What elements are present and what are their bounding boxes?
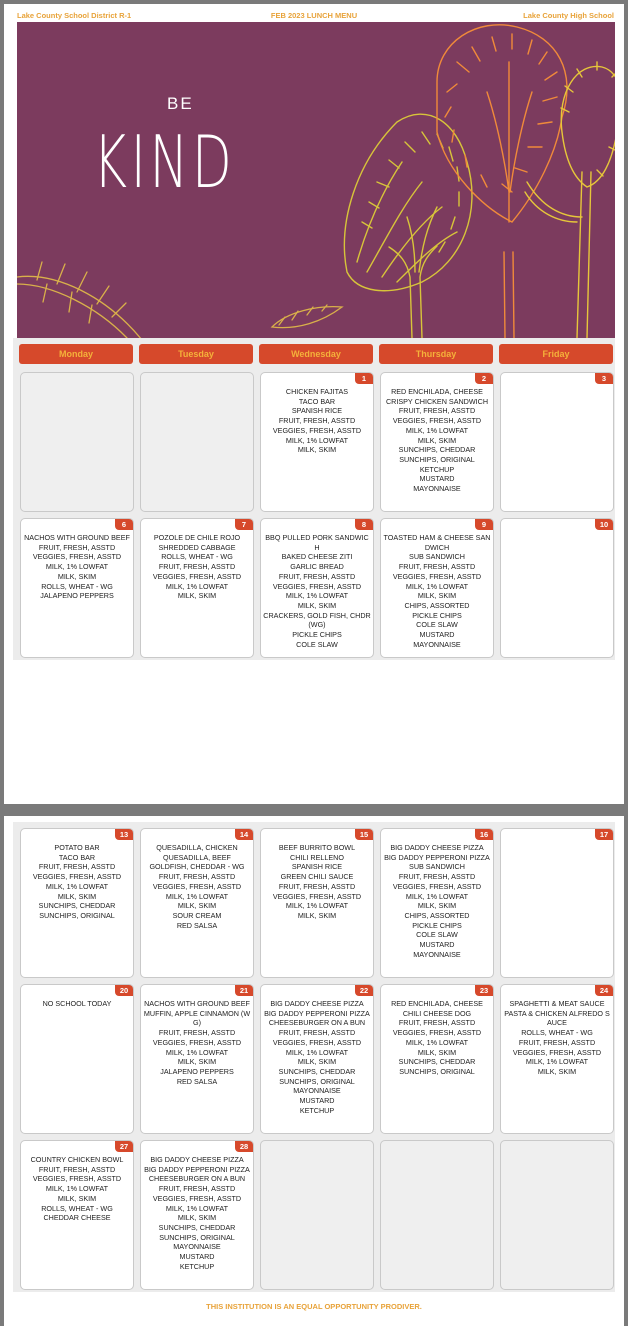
date-number: 23 (475, 985, 493, 996)
menu-item: VEGGIES, FRESH, ASSTD (392, 571, 482, 581)
menu-page-2 (4, 816, 624, 1326)
day-cell (500, 518, 614, 658)
menu-item: ROLLS, WHEAT - WG (521, 1028, 593, 1038)
menu-item: SOUR CREAM (172, 910, 222, 920)
menu-item: SUNCHIPS, CHEDDAR (398, 445, 476, 455)
menu-item-list (381, 999, 493, 1077)
menu-item: MUSTARD (419, 630, 455, 640)
menu-item: FRUIT, FRESH, ASSTD (398, 562, 476, 572)
menu-item: MILK, SKIM (417, 1047, 457, 1057)
day-header-friday: Friday (499, 344, 613, 364)
menu-item: NACHOS WITH GROUND BEEF (144, 999, 250, 1008)
menu-item: MILK, SKIM (417, 901, 457, 911)
menu-item: SPANISH RICE (291, 862, 343, 872)
menu-item: KETCHUP (419, 464, 455, 474)
menu-item: FRUIT, FRESH, ASSTD (278, 1028, 356, 1038)
menu-item: MILK, 1% LOWFAT (285, 435, 349, 445)
menu-item: BAKED CHEESE ZITI (281, 552, 353, 562)
menu-item: MILK, 1% LOWFAT (405, 891, 469, 901)
day-cell (140, 372, 254, 512)
menu-item: MILK, 1% LOWFAT (405, 581, 469, 591)
menu-item: BEEF BURRITO BOWL (278, 843, 356, 852)
tree-yellow (344, 114, 472, 338)
menu-item: CHEDDAR CHEESE (43, 1213, 111, 1223)
menu-item: SUNCHIPS, CHEDDAR (398, 1057, 476, 1067)
menu-item-list (21, 843, 133, 921)
menu-page-1 (4, 4, 624, 804)
menu-item: BIG DADDY CHEESE PIZZA (150, 1155, 244, 1164)
day-cell (140, 518, 254, 658)
menu-item: MUSTARD (299, 1096, 335, 1106)
day-cell (260, 518, 374, 658)
menu-item: KETCHUP (299, 1105, 335, 1115)
menu-item: MILK, 1% LOWFAT (525, 1057, 589, 1067)
date-number: 15 (355, 829, 373, 840)
date-number: 3 (595, 373, 613, 384)
menu-item: MILK, SKIM (297, 1057, 337, 1067)
day-header-thursday: Thursday (379, 344, 493, 364)
date-number: 27 (115, 1141, 133, 1152)
menu-item: PICKLE CHIPS (292, 630, 342, 640)
menu-item: VEGGIES, FRESH, ASSTD (152, 1037, 242, 1047)
date-number: 9 (475, 519, 493, 530)
menu-item: MILK, SKIM (177, 1213, 217, 1223)
menu-item: VEGGIES, FRESH, ASSTD (272, 425, 362, 435)
menu-item-list (381, 843, 493, 959)
menu-item: MILK, 1% LOWFAT (165, 891, 229, 901)
menu-item: VEGGIES, FRESH, ASSTD (272, 581, 362, 591)
day-cell (500, 828, 614, 978)
menu-item: FRUIT, FRESH, ASSTD (38, 1164, 116, 1174)
menu-item: SPAGHETTI & MEAT SAUCE (509, 999, 605, 1008)
menu-item: MAYONNAISE (293, 1086, 341, 1096)
menu-item: COLE SLAW (416, 620, 458, 630)
day-cell (260, 1140, 374, 1290)
menu-item: CHICKEN FAJITAS (285, 387, 349, 396)
menu-item: FRUIT, FRESH, ASSTD (278, 881, 356, 891)
day-cell (500, 372, 614, 512)
menu-item: VEGGIES, FRESH, ASSTD (152, 881, 242, 891)
menu-item-list (381, 387, 493, 494)
day-cell (20, 518, 134, 658)
menu-item: MILK, SKIM (57, 1193, 97, 1203)
menu-item-list (261, 387, 373, 455)
menu-item: TACO BAR (58, 852, 96, 862)
menu-item: SUB SANDWICH (409, 552, 465, 562)
menu-item: SUNCHIPS, ORIGINAL (159, 1232, 235, 1242)
calendar-weeks-3-5 (13, 822, 615, 1292)
day-cell (260, 984, 374, 1134)
school-name: Lake County High School (523, 11, 614, 20)
menu-item: POZOLE DE CHILE ROJO (153, 533, 241, 542)
menu-item: BIG DADDY PEPPERONI PIZZA (264, 1008, 370, 1018)
menu-item-list (21, 1155, 133, 1223)
menu-item: FRUIT, FRESH, ASSTD (398, 872, 476, 882)
menu-item: BIG DADDY CHEESE PIZZA (270, 999, 364, 1008)
day-header-monday: Monday (19, 344, 133, 364)
menu-item: MILK, 1% LOWFAT (285, 901, 349, 911)
menu-item: MILK, SKIM (297, 600, 337, 610)
leaf-left-illustration (17, 262, 342, 338)
menu-item: ROLLS, WHEAT - WG (161, 552, 233, 562)
menu-item: FRUIT, FRESH, ASSTD (38, 542, 116, 552)
menu-item: SUNCHIPS, ORIGINAL (279, 1076, 355, 1086)
menu-item: MILK, SKIM (57, 571, 97, 581)
menu-item: COLE SLAW (416, 930, 458, 940)
date-number: 14 (235, 829, 253, 840)
menu-item: BIG DADDY CHEESE PIZZA (390, 843, 484, 852)
menu-item: VEGGIES, FRESH, ASSTD (152, 571, 242, 581)
menu-item-list (261, 999, 373, 1115)
date-number: 8 (355, 519, 373, 530)
menu-item: VEGGIES, FRESH, ASSTD (272, 891, 362, 901)
date-number: 28 (235, 1141, 253, 1152)
day-cell (380, 518, 494, 658)
menu-item: CHILI RELLENO (290, 852, 344, 862)
menu-item: CHEESEBURGER ON A BUN (268, 1018, 366, 1028)
menu-item: PICKLE CHIPS (412, 610, 462, 620)
day-header-wednesday: Wednesday (259, 344, 373, 364)
day-cell (20, 828, 134, 978)
day-cell (20, 372, 134, 512)
menu-item: MILK, 1% LOWFAT (165, 1203, 229, 1213)
menu-item-list (141, 843, 253, 930)
date-number: 24 (595, 985, 613, 996)
menu-item: PASTA & CHICKEN ALFREDO SAUCE (504, 1008, 610, 1028)
menu-item: SUNCHIPS, ORIGINAL (399, 1066, 475, 1076)
menu-item: BIG DADDY PEPPERONI PIZZA (144, 1164, 250, 1174)
menu-item-list (141, 999, 253, 1086)
banner-big-word: KIND (93, 120, 236, 204)
menu-item: CRISPY CHICKEN SANDWICH (385, 396, 489, 406)
menu-item: VEGGIES, FRESH, ASSTD (272, 1037, 362, 1047)
menu-item: MILK, SKIM (297, 910, 337, 920)
menu-item: MILK, 1% LOWFAT (405, 425, 469, 435)
menu-item: CHIPS, ASSORTED (404, 600, 470, 610)
tree-yellow-right (525, 62, 615, 338)
day-cell (500, 1140, 614, 1290)
menu-item: FRUIT, FRESH, ASSTD (158, 872, 236, 882)
menu-item: QUESADILLA, BEEF (163, 852, 231, 862)
menu-item: NO SCHOOL TODAY (42, 999, 112, 1008)
day-cell (380, 828, 494, 978)
menu-item: CHIPS, ASSORTED (404, 910, 470, 920)
be-kind-banner (17, 22, 615, 338)
menu-item: MILK, SKIM (537, 1066, 577, 1076)
menu-item: SUNCHIPS, CHEDDAR (158, 1222, 236, 1232)
menu-item: SPANISH RICE (291, 406, 343, 416)
menu-item-list (261, 843, 373, 921)
menu-item: MILK, 1% LOWFAT (285, 591, 349, 601)
day-cell (140, 984, 254, 1134)
menu-item: RED ENCHILADA, CHEESE (391, 999, 483, 1008)
menu-item: MUFFIN, APPLE CINNAMON (WG) (143, 1008, 251, 1028)
menu-item-list (141, 1155, 253, 1271)
day-header-tuesday: Tuesday (139, 344, 253, 364)
menu-item: MUSTARD (419, 474, 455, 484)
menu-item: NACHOS WITH GROUND BEEF (24, 533, 130, 542)
menu-item: VEGGIES, FRESH, ASSTD (392, 881, 482, 891)
date-number: 17 (595, 829, 613, 840)
tree-orange (437, 25, 567, 338)
menu-item: SUNCHIPS, CHEDDAR (38, 901, 116, 911)
date-number: 2 (475, 373, 493, 384)
menu-item: MAYONNAISE (413, 639, 461, 649)
menu-item: SUNCHIPS, ORIGINAL (399, 454, 475, 464)
menu-item: VEGGIES, FRESH, ASSTD (512, 1047, 602, 1057)
day-cell (260, 372, 374, 512)
footer-notice: THIS INSTITUTION IS AN EQUAL OPPORTUNITY PRODIVER. (206, 1302, 422, 1311)
menu-item: MILK, 1% LOWFAT (45, 881, 109, 891)
menu-item: SHREDDED CABBAGE (158, 542, 236, 552)
menu-item: VEGGIES, FRESH, ASSTD (32, 1174, 122, 1184)
menu-item: GREEN CHILI SAUCE (280, 872, 354, 882)
menu-title: FEB 2023 LUNCH MENU (270, 11, 358, 20)
menu-item: COUNTRY CHICKEN BOWL (30, 1155, 124, 1164)
menu-item: GARLIC BREAD (290, 562, 344, 572)
menu-item: SUNCHIPS, CHEDDAR (278, 1066, 356, 1076)
menu-item: FRUIT, FRESH, ASSTD (38, 862, 116, 872)
day-cell (380, 984, 494, 1134)
menu-item: MILK, SKIM (297, 445, 337, 455)
date-number: 20 (115, 985, 133, 996)
menu-item: MILK, 1% LOWFAT (45, 1184, 109, 1194)
menu-item: MILK, 1% LOWFAT (45, 562, 109, 572)
menu-item: CHEESEBURGER ON A BUN (148, 1174, 246, 1184)
menu-item: KETCHUP (179, 1261, 215, 1271)
menu-item: FRUIT, FRESH, ASSTD (518, 1037, 596, 1047)
menu-item: RED SALSA (176, 1076, 218, 1086)
day-cell (380, 1140, 494, 1290)
menu-item: VEGGIES, FRESH, ASSTD (392, 1028, 482, 1038)
menu-item: MUSTARD (419, 940, 455, 950)
date-number: 16 (475, 829, 493, 840)
menu-item: MILK, SKIM (57, 891, 97, 901)
date-number: 6 (115, 519, 133, 530)
menu-item: MAYONNAISE (173, 1242, 221, 1252)
menu-item: VEGGIES, FRESH, ASSTD (32, 872, 122, 882)
menu-item: MAYONNAISE (413, 949, 461, 959)
menu-item: GOLDFISH, CHEDDAR - WG (149, 862, 245, 872)
menu-item: MILK, 1% LOWFAT (285, 1047, 349, 1057)
menu-item: ROLLS, WHEAT - WG (41, 581, 113, 591)
menu-item: BIG DADDY PEPPERONI PIZZA (384, 852, 490, 862)
menu-item: MILK, 1% LOWFAT (405, 1037, 469, 1047)
menu-item: JALAPENO PEPPERS (40, 591, 114, 601)
menu-item: QUESADILLA, CHICKEN (156, 843, 238, 852)
menu-item: PICKLE CHIPS (412, 920, 462, 930)
menu-item: FRUIT, FRESH, ASSTD (398, 1018, 476, 1028)
menu-item: TACO BAR (298, 396, 336, 406)
menu-item: FRUIT, FRESH, ASSTD (398, 406, 476, 416)
date-number: 1 (355, 373, 373, 384)
district-name: Lake County School District R-1 (17, 11, 132, 20)
menu-item: MILK, SKIM (417, 591, 457, 601)
menu-item: CRACKERS, GOLD FISH, CHDR (WG) (263, 610, 371, 630)
menu-item: POTATO BAR (54, 843, 100, 852)
menu-item: VEGGIES, FRESH, ASSTD (392, 416, 482, 426)
menu-item: MILK, 1% LOWFAT (165, 1047, 229, 1057)
menu-item: MILK, 1% LOWFAT (165, 581, 229, 591)
calendar-weeks-1-2 (13, 338, 615, 660)
menu-item: MUSTARD (179, 1252, 215, 1262)
menu-item: MILK, SKIM (177, 901, 217, 911)
menu-item-list (21, 999, 133, 1009)
menu-item: MILK, SKIM (177, 591, 217, 601)
menu-item-list (501, 999, 613, 1077)
menu-item: FRUIT, FRESH, ASSTD (158, 1028, 236, 1038)
date-number: 7 (235, 519, 253, 530)
menu-item: VEGGIES, FRESH, ASSTD (152, 1193, 242, 1203)
menu-item: ROLLS, WHEAT - WG (41, 1203, 113, 1213)
menu-item: BBQ PULLED PORK SANDWICH (265, 533, 369, 552)
day-cell (140, 828, 254, 978)
menu-item: FRUIT, FRESH, ASSTD (278, 571, 356, 581)
menu-item-list (141, 533, 253, 601)
menu-item: TOASTED HAM & CHEESE SANDWICH (383, 533, 491, 552)
menu-item: JALAPENO PEPPERS (160, 1066, 234, 1076)
date-number: 10 (595, 519, 613, 530)
day-cell (380, 372, 494, 512)
day-cell (500, 984, 614, 1134)
date-number: 22 (355, 985, 373, 996)
menu-item: MILK, SKIM (417, 435, 457, 445)
date-number: 13 (115, 829, 133, 840)
menu-item: FRUIT, FRESH, ASSTD (158, 1184, 236, 1194)
menu-item: VEGGIES, FRESH, ASSTD (32, 552, 122, 562)
menu-item: RED ENCHILADA, CHEESE (391, 387, 483, 396)
menu-item: CHILI CHEESE DOG (402, 1008, 472, 1018)
menu-item-list (381, 533, 493, 649)
menu-item-list (21, 533, 133, 601)
menu-item: FRUIT, FRESH, ASSTD (278, 416, 356, 426)
menu-item: FRUIT, FRESH, ASSTD (158, 562, 236, 572)
day-cell (20, 1140, 134, 1290)
day-cell (260, 828, 374, 978)
menu-item: SUB SANDWICH (409, 862, 465, 872)
menu-item: MAYONNAISE (413, 484, 461, 494)
menu-item: COLE SLAW (296, 639, 338, 649)
date-number: 21 (235, 985, 253, 996)
day-cell (140, 1140, 254, 1290)
day-cell (20, 984, 134, 1134)
menu-item: MILK, SKIM (177, 1057, 217, 1067)
menu-item: RED SALSA (176, 920, 218, 930)
menu-item: SUNCHIPS, ORIGINAL (39, 910, 115, 920)
banner-small-word: BE (167, 94, 194, 113)
menu-item-list (261, 533, 373, 649)
